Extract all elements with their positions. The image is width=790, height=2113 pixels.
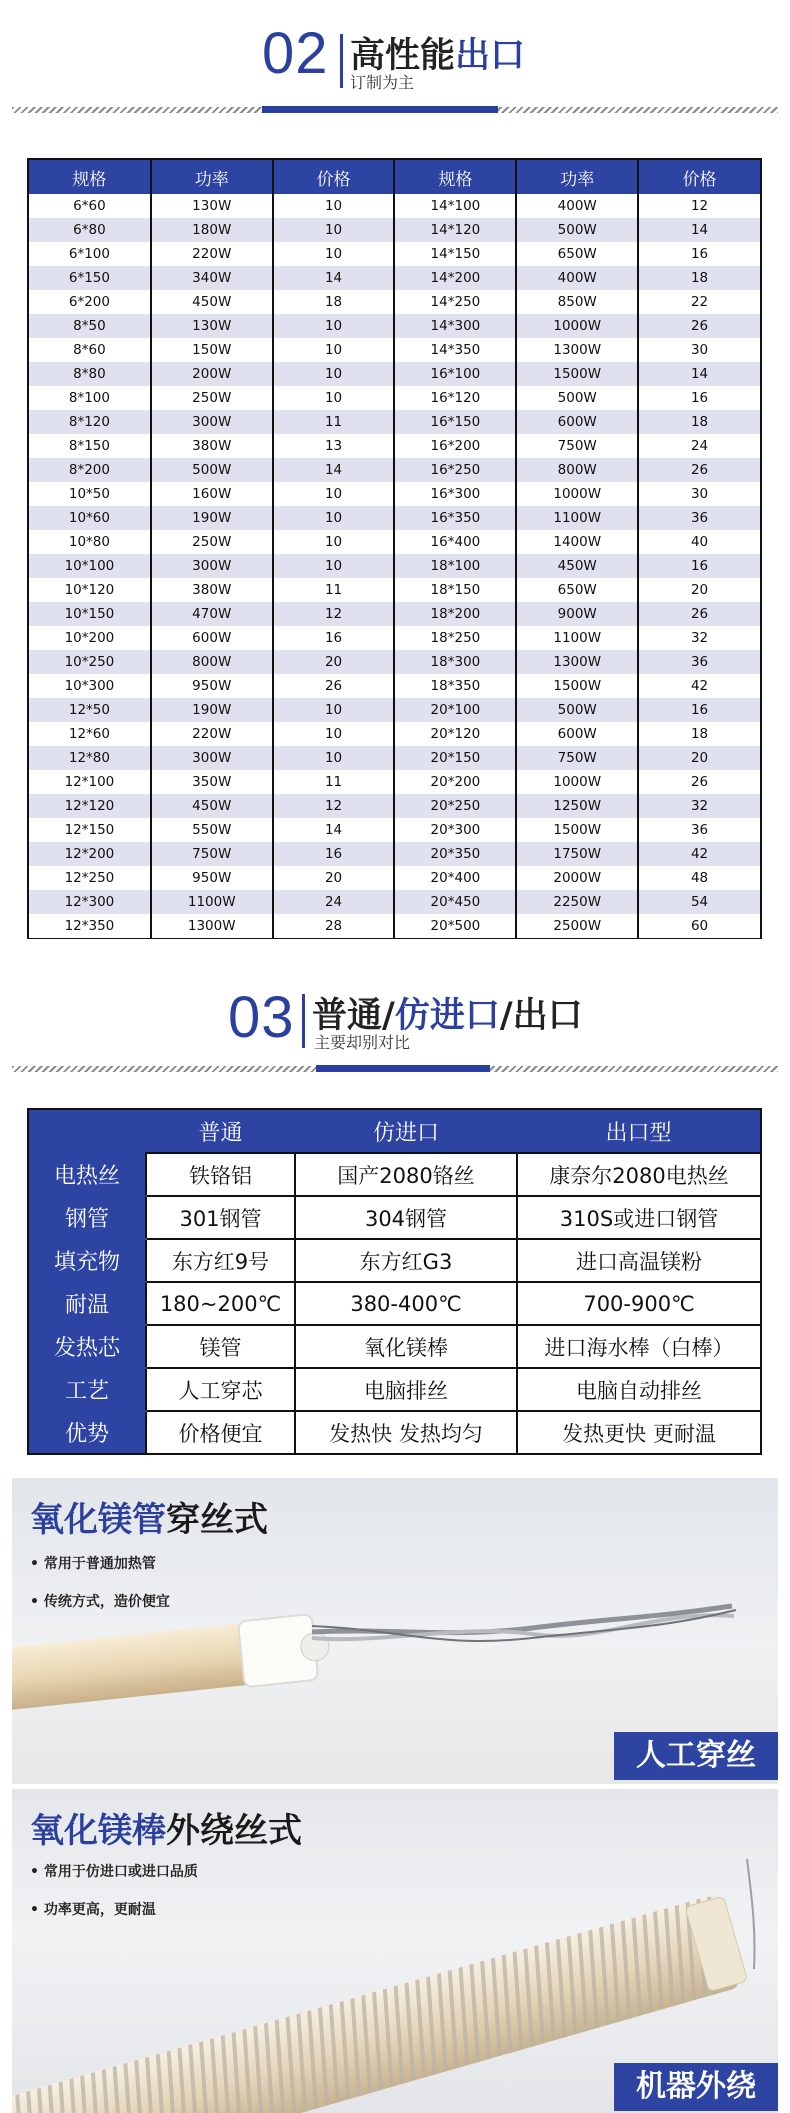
table-cell: 500W [516,218,638,242]
table-cell: 12 [273,794,395,818]
table-cell: 250W [151,530,273,554]
table-cell: 42 [638,842,760,866]
table-cell: 16 [638,698,760,722]
table-row [29,1368,760,1411]
table-cell: 26 [638,602,760,626]
row-label: 填充物 [29,1239,146,1282]
table-row [29,1196,760,1239]
header-cell: 价格 [638,160,760,194]
table-cell: 28 [273,914,395,938]
title-part: 高性能 [350,36,456,76]
table-cell: 6*200 [29,290,151,314]
spec-table-body [29,194,760,938]
panel-bullet: • 功率更高，更耐温 [30,1899,156,1919]
table-cell: 20*200 [394,770,516,794]
section-02-header [0,0,790,140]
row-label: 钢管 [29,1196,146,1239]
table-cell: 20*300 [394,818,516,842]
table-cell: 14*150 [394,242,516,266]
method-badge: 机器外绕 [614,2063,778,2111]
table-row [29,1325,760,1368]
table-cell: 16*300 [394,482,516,506]
title-separator: / [382,996,395,1036]
table-row [29,914,760,938]
table-cell: 20*500 [394,914,516,938]
table-cell: 26 [638,458,760,482]
table-cell: 500W [516,698,638,722]
table-cell: 10*200 [29,626,151,650]
table-cell: 36 [638,818,760,842]
table-cell: 10*50 [29,482,151,506]
table-row [29,794,760,818]
table-cell: 10*120 [29,578,151,602]
panel-title-highlight: 氧化镁管 [30,1500,166,1540]
table-cell: 13 [273,434,395,458]
table-cell: 190W [151,698,273,722]
table-cell: 400W [516,194,638,218]
table-cell: 14*350 [394,338,516,362]
table-cell: 750W [151,842,273,866]
table-cell: 1250W [516,794,638,818]
table-cell: 2500W [516,914,638,938]
table-cell: 26 [273,674,395,698]
table-cell: 380-400℃ [295,1282,517,1325]
table-cell: 14*300 [394,314,516,338]
table-cell: 500W [151,458,273,482]
panel-title-rest: 外绕丝式 [166,1811,302,1851]
table-cell: 8*100 [29,386,151,410]
table-cell: 10*250 [29,650,151,674]
table-cell: 20*150 [394,746,516,770]
table-cell: 10*300 [29,674,151,698]
table-cell: 16 [273,842,395,866]
table-cell: 24 [273,890,395,914]
table-cell: 进口高温镁粉 [517,1239,760,1282]
table-row [29,1239,760,1282]
table-cell: 900W [516,602,638,626]
table-cell: 14 [273,818,395,842]
table-cell: 16*200 [394,434,516,458]
table-cell: 10 [273,242,395,266]
table-cell: 800W [151,650,273,674]
table-cell: 300W [151,554,273,578]
title-part-highlight: 仿进口 [394,996,500,1036]
table-cell: 电脑排丝 [295,1368,517,1411]
table-cell: 12*350 [29,914,151,938]
row-label: 优势 [29,1411,146,1453]
table-cell: 600W [151,626,273,650]
table-row [29,866,760,890]
table-cell: 26 [638,314,760,338]
table-cell: 24 [638,434,760,458]
table-cell: 16*350 [394,506,516,530]
table-row [29,530,760,554]
compare-table [27,1108,762,1455]
header-cell: 普通 [146,1110,295,1153]
table-cell: 1100W [516,626,638,650]
table-cell: 氧化镁棒 [295,1325,517,1368]
table-cell: 18*300 [394,650,516,674]
table-row [29,698,760,722]
table-cell: 10*100 [29,554,151,578]
table-cell: 30 [638,338,760,362]
table-row [29,362,760,386]
method-badge: 人工穿丝 [614,1732,778,1780]
table-cell: 12 [638,194,760,218]
table-row [29,1411,760,1453]
header-cell [29,1110,146,1153]
table-row [29,314,760,338]
table-cell: 10 [273,338,395,362]
table-row [29,890,760,914]
table-cell: 10 [273,746,395,770]
table-cell: 1750W [516,842,638,866]
table-cell: 950W [151,866,273,890]
table-row [29,386,760,410]
table-cell: 14*200 [394,266,516,290]
table-cell: 8*80 [29,362,151,386]
table-row [29,194,760,218]
table-cell: 250W [151,386,273,410]
compare-header-row [29,1110,760,1153]
row-label: 耐温 [29,1282,146,1325]
table-cell: 304钢管 [295,1196,517,1239]
table-cell: 10*60 [29,506,151,530]
header-cell: 出口型 [517,1110,760,1153]
table-cell: 6*100 [29,242,151,266]
table-cell: 14*250 [394,290,516,314]
table-cell: 350W [151,770,273,794]
table-cell: 150W [151,338,273,362]
table-cell: 20 [638,578,760,602]
table-cell: 20*120 [394,722,516,746]
table-cell: 600W [516,410,638,434]
table-cell: 18*150 [394,578,516,602]
table-cell: 人工穿芯 [146,1368,295,1411]
table-cell: 10 [273,506,395,530]
table-row [29,290,760,314]
section-03-header [0,960,790,1080]
table-row [29,266,760,290]
table-cell: 20*100 [394,698,516,722]
panel-bullet: • 常用于普通加热管 [30,1553,156,1573]
table-cell: 10 [273,698,395,722]
table-cell: 500W [516,386,638,410]
table-cell: 1500W [516,818,638,842]
table-cell: 14 [638,362,760,386]
table-cell: 发热更快 更耐温 [517,1411,760,1453]
table-row [29,434,760,458]
table-cell: 电脑自动排丝 [517,1368,760,1411]
title-part: 出口 [512,996,583,1036]
table-cell: 750W [516,746,638,770]
table-cell: 2250W [516,890,638,914]
table-cell: 54 [638,890,760,914]
table-cell: 1300W [151,914,273,938]
table-cell: 300W [151,410,273,434]
table-cell: 301钢管 [146,1196,295,1239]
table-row [29,842,760,866]
table-row [29,626,760,650]
spec-table [27,158,762,939]
table-cell: 1100W [516,506,638,530]
table-cell: 180~200℃ [146,1282,295,1325]
table-row [29,602,760,626]
table-cell: 8*200 [29,458,151,482]
table-cell: 26 [638,770,760,794]
table-cell: 铁铬铝 [146,1153,295,1196]
table-cell: 11 [273,578,395,602]
table-row [29,506,760,530]
title-separator: / [499,996,513,1036]
table-cell: 10 [273,218,395,242]
row-label: 电热丝 [29,1153,146,1196]
table-cell: 20*250 [394,794,516,818]
table-cell: 18 [638,722,760,746]
table-cell: 450W [516,554,638,578]
table-cell: 1300W [516,650,638,674]
table-cell: 16 [638,386,760,410]
section-number: 03 [228,985,295,1050]
table-cell: 950W [151,674,273,698]
table-cell: 16*100 [394,362,516,386]
table-cell: 12 [273,602,395,626]
table-cell: 32 [638,794,760,818]
table-cell: 1000W [516,482,638,506]
table-cell: 18*350 [394,674,516,698]
panel-title-highlight: 氧化镁棒 [30,1811,166,1851]
table-cell: 450W [151,290,273,314]
table-row [29,410,760,434]
table-cell: 11 [273,410,395,434]
accent-bar [316,1065,490,1072]
section-divider [340,34,343,88]
table-cell: 400W [516,266,638,290]
table-row [29,1282,760,1325]
table-cell: 20 [638,746,760,770]
table-cell: 30 [638,482,760,506]
table-row [29,650,760,674]
table-cell: 国产2080铬丝 [295,1153,517,1196]
table-cell: 16 [638,554,760,578]
table-cell: 价格便宜 [146,1411,295,1453]
table-cell: 8*50 [29,314,151,338]
header-cell: 功率 [151,160,273,194]
table-cell: 1100W [151,890,273,914]
table-cell: 48 [638,866,760,890]
table-row [29,770,760,794]
table-cell: 200W [151,362,273,386]
table-cell: 12*150 [29,818,151,842]
table-row [29,1153,760,1196]
section-subtitle: 主要却别对比 [314,1033,411,1052]
table-cell: 10 [273,314,395,338]
photo-panel-rod-wound [12,1789,778,2113]
table-row [29,746,760,770]
table-cell: 11 [273,770,395,794]
table-cell: 130W [151,194,273,218]
table-cell: 850W [516,290,638,314]
table-cell: 10*80 [29,530,151,554]
table-cell: 6*150 [29,266,151,290]
table-cell: 220W [151,242,273,266]
table-cell: 镁管 [146,1325,295,1368]
table-cell: 16*120 [394,386,516,410]
table-cell: 2000W [516,866,638,890]
section-number: 02 [262,21,329,86]
table-cell: 380W [151,434,273,458]
title-part-highlight: 出口 [455,36,526,76]
table-cell: 1300W [516,338,638,362]
table-row [29,722,760,746]
table-cell: 12*60 [29,722,151,746]
table-cell: 12*300 [29,890,151,914]
table-cell: 10 [273,554,395,578]
table-cell: 16 [273,626,395,650]
table-cell: 310S或进口钢管 [517,1196,760,1239]
table-cell: 8*120 [29,410,151,434]
compare-table-body [29,1153,760,1453]
header-cell: 价格 [273,160,395,194]
table-cell: 10 [273,722,395,746]
table-row [29,482,760,506]
table-cell: 16*150 [394,410,516,434]
table-cell: 6*60 [29,194,151,218]
table-cell: 14 [273,458,395,482]
table-cell: 18*200 [394,602,516,626]
table-cell: 6*80 [29,218,151,242]
table-row [29,578,760,602]
table-cell: 340W [151,266,273,290]
table-cell: 18 [273,290,395,314]
spec-header-row [29,160,760,194]
table-cell: 进口海水棒（白棒） [517,1325,760,1368]
table-cell: 1000W [516,314,638,338]
table-cell: 20*350 [394,842,516,866]
table-row [29,242,760,266]
table-cell: 东方红G3 [295,1239,517,1282]
table-cell: 14*100 [394,194,516,218]
table-row [29,554,760,578]
table-row [29,458,760,482]
compare-table-grid [29,1110,760,1453]
table-cell: 600W [516,722,638,746]
table-cell: 8*60 [29,338,151,362]
table-cell: 800W [516,458,638,482]
table-row [29,674,760,698]
title-part: 普通 [312,996,383,1036]
table-cell: 650W [516,578,638,602]
row-label: 发热芯 [29,1325,146,1368]
table-cell: 36 [638,506,760,530]
table-cell: 550W [151,818,273,842]
accent-bar [262,106,498,113]
table-cell: 36 [638,650,760,674]
table-cell: 18 [638,410,760,434]
table-cell: 东方红9号 [146,1239,295,1282]
table-cell: 12*50 [29,698,151,722]
table-cell: 12*100 [29,770,151,794]
panel-bullet: • 常用于仿进口或进口品质 [30,1861,198,1881]
table-cell: 1500W [516,362,638,386]
table-cell: 1500W [516,674,638,698]
table-cell: 14*120 [394,218,516,242]
table-cell: 1000W [516,770,638,794]
table-cell: 18*250 [394,626,516,650]
table-row [29,818,760,842]
table-cell: 450W [151,794,273,818]
panel-bullet: • 传统方式，造价便宜 [30,1591,170,1611]
table-cell: 10 [273,386,395,410]
table-cell: 发热快 发热均匀 [295,1411,517,1453]
table-cell: 14 [273,266,395,290]
table-cell: 10 [273,194,395,218]
table-cell: 700-900℃ [517,1282,760,1325]
table-cell: 22 [638,290,760,314]
header-cell: 规格 [29,160,151,194]
table-cell: 20*400 [394,866,516,890]
table-cell: 10 [273,530,395,554]
table-cell: 160W [151,482,273,506]
table-cell: 16 [638,242,760,266]
table-cell: 470W [151,602,273,626]
table-cell: 14 [638,218,760,242]
table-cell: 20 [273,866,395,890]
section-subtitle: 订制为主 [350,73,415,92]
table-cell: 10 [273,362,395,386]
table-cell: 300W [151,746,273,770]
table-cell: 40 [638,530,760,554]
table-cell: 8*150 [29,434,151,458]
panel-title-rest: 穿丝式 [166,1500,268,1540]
table-cell: 10 [273,482,395,506]
row-label: 工艺 [29,1368,146,1411]
table-cell: 380W [151,578,273,602]
table-cell: 16*400 [394,530,516,554]
header-cell: 功率 [516,160,638,194]
table-cell: 12*120 [29,794,151,818]
table-cell: 32 [638,626,760,650]
table-cell: 18*100 [394,554,516,578]
table-row [29,338,760,362]
table-cell: 1400W [516,530,638,554]
spec-table-grid [29,160,760,938]
table-cell: 康奈尔2080电热丝 [517,1153,760,1196]
table-cell: 42 [638,674,760,698]
table-cell: 18 [638,266,760,290]
table-cell: 12*250 [29,866,151,890]
table-cell: 10*150 [29,602,151,626]
table-cell: 220W [151,722,273,746]
table-cell: 16*250 [394,458,516,482]
table-cell: 12*200 [29,842,151,866]
photo-panel-tube-threaded [12,1478,778,1784]
table-row [29,218,760,242]
table-cell: 20 [273,650,395,674]
table-cell: 20*450 [394,890,516,914]
table-cell: 750W [516,434,638,458]
table-cell: 12*80 [29,746,151,770]
table-cell: 60 [638,914,760,938]
section-divider [302,994,305,1048]
header-cell: 规格 [394,160,516,194]
header-cell: 仿进口 [295,1110,517,1153]
table-cell: 180W [151,218,273,242]
table-cell: 190W [151,506,273,530]
table-cell: 130W [151,314,273,338]
table-cell: 650W [516,242,638,266]
